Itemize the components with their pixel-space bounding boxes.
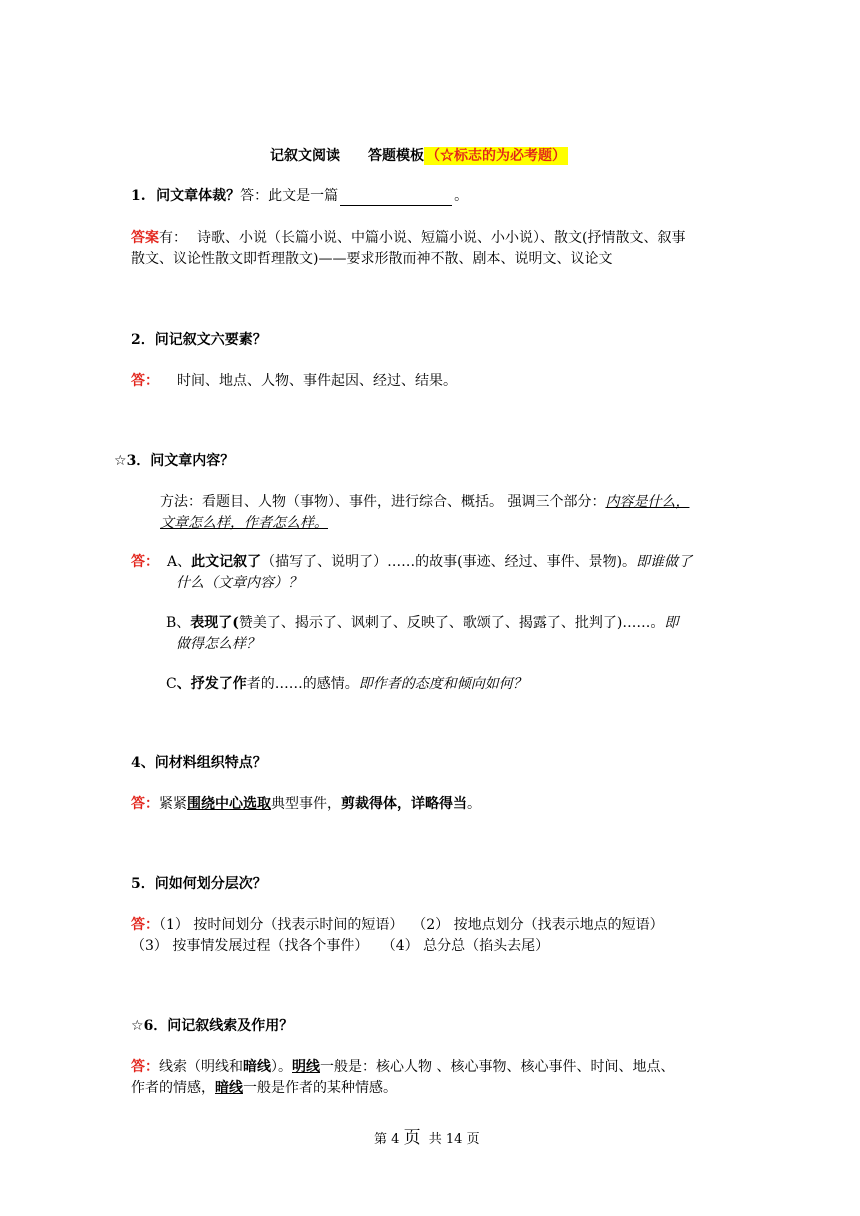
q5-question: 5．问如何划分层次？: [131, 876, 267, 892]
q5-answer-line2: （3） 按事情发展过程（找各个事件） （4） 总分总（掐头去尾）: [131, 938, 550, 954]
q1-answer-label-tail: 有：: [159, 230, 187, 246]
q4-t5: 。: [467, 796, 481, 812]
q3-a-bold: 此文记叙了: [191, 554, 262, 570]
q6-t7: 暗线: [215, 1080, 243, 1096]
title-highlight: （☆标志的为必考题）: [426, 148, 566, 164]
q3-b-italic2: 做得怎么样？: [176, 636, 260, 652]
q6-t5: 一般是：核心人物 、核心事物、核心事件、时间、地点、: [320, 1059, 675, 1075]
page-footer: [374, 1127, 480, 1151]
q6-t3: ）。: [271, 1059, 292, 1075]
q1-question-text: 问文章体裁？: [156, 188, 241, 204]
q2-answer-text: 时间、地点、人物、事件起因、经过、结果。: [177, 373, 457, 389]
q1-answer-label: 答案: [131, 230, 159, 246]
q2-answer-label: 答：: [131, 373, 159, 389]
q3-c-text: 者的……的感情。: [246, 676, 359, 692]
q4-answer: [131, 794, 481, 814]
q3-method-emph: 内容是什么，: [605, 494, 690, 510]
q1-answer-intro: 答：此文是一篇: [240, 188, 339, 204]
q3-question-text: 3．问文章内容？: [126, 453, 235, 469]
q1-answer-line1: [131, 228, 685, 248]
footer-p1: 第: [374, 1132, 388, 1147]
q3-answer-b: [166, 613, 678, 633]
star-icon: ☆: [131, 1018, 144, 1034]
q6-t1: 线索（明线和: [159, 1059, 243, 1075]
star-icon: ☆: [114, 453, 127, 469]
q3-c-italic: 即作者的态度和倾向如何？: [358, 676, 527, 692]
q3-method-line1: [160, 492, 689, 512]
q3-a-text: （描写了、说明了）……的故事(事迹、经过、事件、景物)。: [261, 554, 637, 570]
footer-p4: 页: [466, 1132, 480, 1147]
q4-t3: 典型事件，: [271, 796, 341, 812]
q3-a-italic2: 什么（文章内容）？: [176, 575, 302, 591]
q6-question: [131, 1016, 293, 1036]
q1-number: 1.: [131, 188, 146, 204]
title-right: 答题模板: [368, 148, 424, 164]
q6-question-text: 6．问记叙线索及作用？: [143, 1018, 294, 1034]
q6-answer-line2: [131, 1078, 397, 1098]
q6-answer-line1: [131, 1057, 674, 1077]
q4-t1: 紧紧: [159, 796, 187, 812]
footer-p3: 共: [428, 1132, 442, 1147]
q4-answer-label: 答：: [131, 796, 159, 812]
q1-answer-text1: 诗歌、小说（长篇小说、中篇小说、短篇小说、小小说）、散文(抒情散文、叙事: [197, 230, 686, 246]
page-title: [270, 146, 568, 166]
q4-question: 4、问材料组织特点？: [131, 755, 267, 771]
q3-b-text: 赞美了、揭示了、讽刺了、反映了、歌颂了、揭露了、批判了)……。: [238, 615, 665, 631]
q1-end: 。: [454, 188, 469, 204]
q5-answer-label: 答：: [131, 917, 159, 933]
q2-answer: [131, 371, 457, 391]
q4-t4: 剪裁得体，详略得当: [341, 796, 467, 812]
q6-answer-label: 答：: [131, 1059, 159, 1075]
q3-answer-label: 答：: [131, 554, 159, 570]
q3-b-prefix: B、: [166, 615, 191, 631]
q3-c-bold: 、抒发了作: [176, 676, 247, 692]
q6-t4: 明线: [292, 1059, 320, 1075]
q6-t8: 一般是作者的某种情感。: [243, 1080, 397, 1096]
title-left: 记叙文阅读: [270, 148, 340, 164]
q3-method-text: 方法：看题目、人物（事物）、事件，进行综合、概括。 强调三个部分：: [160, 494, 606, 510]
q3-answer-a: [131, 552, 692, 572]
q2-question: 2．问记叙文六要素？: [131, 332, 267, 348]
footer-total: 14: [445, 1132, 463, 1147]
footer-page-number: 4: [391, 1132, 400, 1147]
q6-t2: 暗线: [243, 1059, 271, 1075]
q1-blank: [340, 191, 452, 206]
q3-answer-c: [166, 674, 527, 694]
q5-line1: （1） 按时间划分（找表示时间的短语） （2） 按地点划分（找表示地点的短语）: [159, 917, 664, 933]
q3-a-prefix: A、: [167, 554, 192, 570]
q3-question: [114, 451, 234, 471]
q4-t2: 围绕中心选取: [187, 796, 271, 812]
q6-t6: 作者的情感，: [131, 1080, 215, 1096]
q3-a-italic1: 即谁做了: [636, 554, 693, 570]
q3-b-italic1: 即: [664, 615, 679, 631]
q1-answer-line2: 散文、议论性散文即哲理散文)——要求形散而神不散、剧本、说明文、议论文: [131, 251, 613, 267]
q1-question: [131, 186, 468, 206]
q3-b-bold: 表现了(: [190, 615, 239, 631]
footer-p2: 页: [403, 1128, 421, 1148]
q3-c-prefix: C: [166, 676, 177, 692]
q3-method-line2: 文章怎么样，作者怎么样。: [160, 515, 328, 531]
q5-answer-line1: [131, 915, 664, 935]
